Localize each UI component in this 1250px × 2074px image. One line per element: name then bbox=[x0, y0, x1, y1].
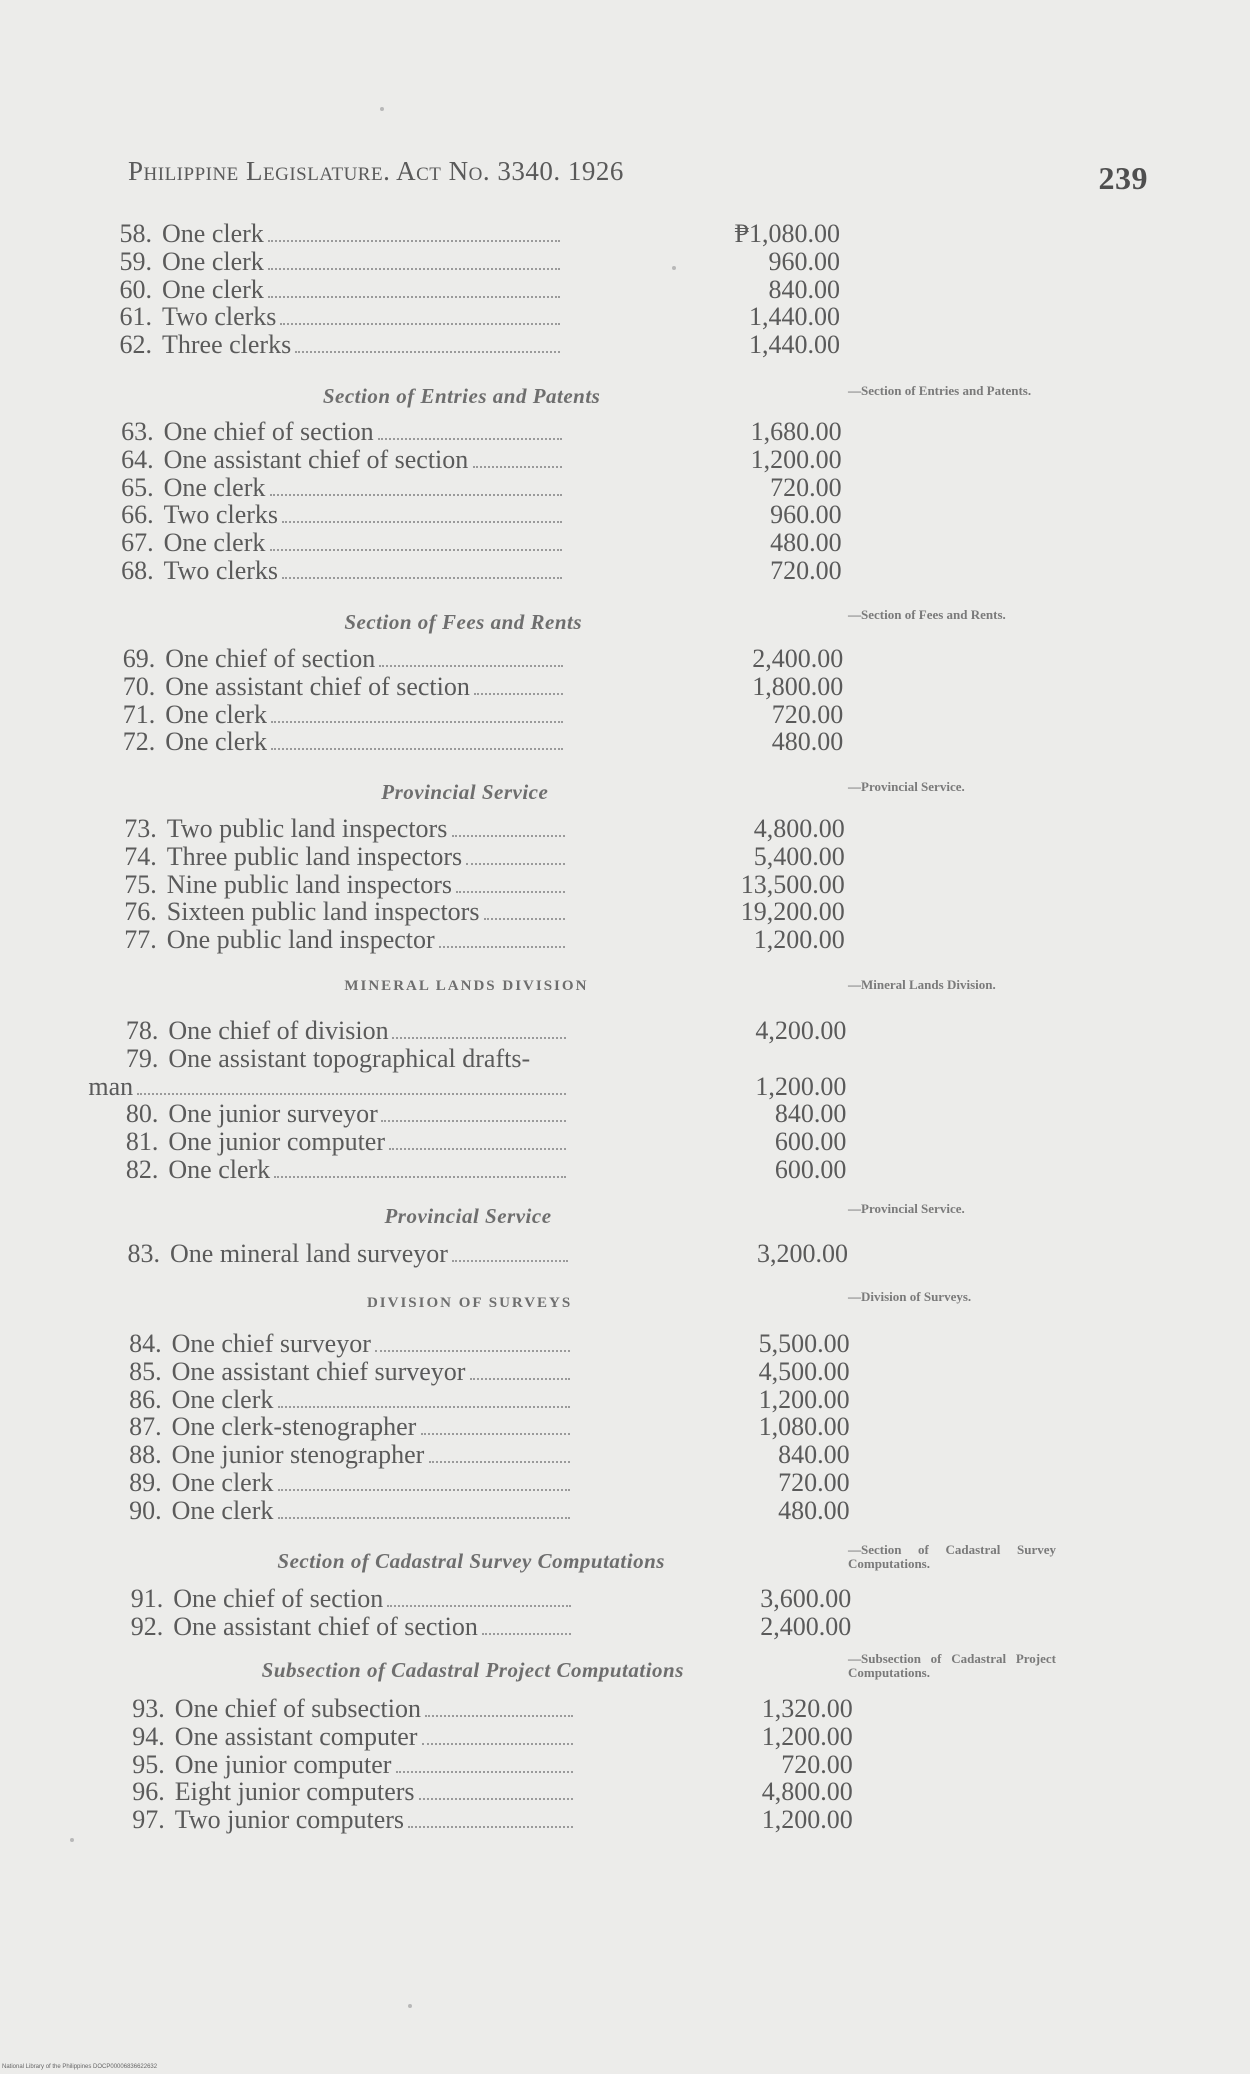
item-amount: 600.00 bbox=[774, 1127, 847, 1157]
leader-dots bbox=[408, 1798, 573, 1828]
leader-dots bbox=[268, 268, 560, 298]
leader-dots bbox=[456, 863, 565, 893]
item-amount: 5,500.00 bbox=[758, 1329, 850, 1358]
section-heading: Provincial Service bbox=[384, 1204, 552, 1228]
section-heading: Section of Fees and Rents bbox=[344, 610, 583, 634]
item-number: 94. bbox=[132, 1721, 165, 1751]
item-amount: 19,200.00 bbox=[740, 897, 845, 927]
margin-note: —Division of Surveys. bbox=[848, 1289, 972, 1304]
line-item bbox=[100, 303, 276, 331]
item-amount: ₱1,080.00 bbox=[734, 219, 840, 248]
item-number: 86. bbox=[129, 1384, 162, 1414]
line-item bbox=[110, 1413, 417, 1441]
item-number: 71. bbox=[122, 699, 156, 729]
leader-dots bbox=[278, 1461, 570, 1491]
item-amount: 840.00 bbox=[774, 1099, 847, 1129]
line-item bbox=[106, 1017, 388, 1045]
line-item bbox=[110, 1469, 274, 1497]
line-item bbox=[102, 418, 374, 446]
item-amount: 1,200.00 bbox=[753, 925, 845, 955]
item-number: 92. bbox=[130, 1611, 164, 1641]
item-number: 68. bbox=[121, 556, 154, 585]
scan-speck bbox=[380, 107, 384, 111]
item-amount: 4,800.00 bbox=[761, 1777, 853, 1807]
item-amount: 480.00 bbox=[770, 528, 842, 558]
item-number: 61. bbox=[119, 302, 152, 332]
leader-dots bbox=[270, 466, 562, 496]
item-amount: 960.00 bbox=[768, 246, 840, 276]
leader-dots bbox=[271, 693, 563, 723]
line-item bbox=[100, 248, 264, 276]
item-amount: 840.00 bbox=[768, 274, 840, 304]
item-description: One junior surveyor bbox=[168, 1099, 378, 1129]
line-item bbox=[103, 701, 267, 729]
leader-dots bbox=[280, 295, 560, 325]
item-description: One chief of section bbox=[165, 644, 376, 673]
item-amount: 1,320.00 bbox=[761, 1694, 853, 1723]
item-number: 66. bbox=[121, 500, 154, 530]
item-number: 85. bbox=[129, 1356, 162, 1386]
item-number: 81. bbox=[125, 1127, 159, 1157]
item-number: 95. bbox=[132, 1749, 165, 1779]
leader-dots bbox=[137, 1065, 566, 1095]
item-description: One mineral land surveyor bbox=[170, 1239, 448, 1268]
item-description: One chief of section bbox=[173, 1584, 384, 1613]
item-description: One public land inspector bbox=[166, 925, 435, 955]
item-amount: 5,400.00 bbox=[753, 841, 845, 871]
item-number: 76. bbox=[124, 897, 157, 927]
item-description: One clerk bbox=[162, 246, 264, 276]
item-amount: 1,200.00 bbox=[758, 1384, 850, 1414]
line-item bbox=[78, 1073, 133, 1101]
line-item bbox=[100, 220, 264, 248]
item-amount: 600.00 bbox=[774, 1155, 847, 1184]
margin-note: —Mineral Lands Division. bbox=[848, 977, 996, 992]
item-description: One junior computer bbox=[174, 1749, 392, 1779]
item-number: 69. bbox=[122, 644, 156, 673]
item-number: 87. bbox=[129, 1412, 162, 1442]
item-number: 77. bbox=[124, 925, 157, 955]
item-number: 84. bbox=[129, 1329, 162, 1358]
margin-note: —Provincial Service. bbox=[848, 779, 965, 794]
item-description: One junior stenographer bbox=[171, 1440, 425, 1470]
item-number: 70. bbox=[122, 671, 156, 701]
item-description: Two junior computers bbox=[174, 1805, 405, 1835]
section-heading: DIVISION OF SURVEYS bbox=[366, 1295, 573, 1311]
line-item bbox=[113, 1751, 392, 1779]
item-amount: 1,200.00 bbox=[750, 444, 842, 474]
margin-note: —Section of Cadastral Survey Computations. bbox=[848, 1542, 1056, 1571]
leader-dots bbox=[470, 1350, 570, 1380]
line-item bbox=[105, 898, 480, 926]
item-number: 83. bbox=[127, 1239, 160, 1268]
leader-dots bbox=[474, 665, 563, 695]
page-header bbox=[128, 156, 1148, 196]
leader-dots bbox=[419, 1770, 573, 1800]
leader-dots bbox=[425, 1687, 573, 1717]
item-description: One assistant chief of section bbox=[165, 671, 470, 701]
item-description: One clerk bbox=[162, 219, 264, 248]
line-item bbox=[113, 1695, 421, 1723]
item-amount: 4,800.00 bbox=[753, 814, 845, 843]
item-number: 62. bbox=[119, 330, 152, 360]
line-item bbox=[111, 1613, 478, 1641]
item-description: One clerk bbox=[163, 472, 266, 502]
scan-speck bbox=[70, 1838, 74, 1842]
item-description: One clerk bbox=[171, 1384, 274, 1414]
item-amount: 3,600.00 bbox=[760, 1584, 852, 1613]
section-heading: MINERAL LANDS DIVISION bbox=[344, 978, 589, 994]
item-description: One chief surveyor bbox=[171, 1329, 371, 1358]
item-description: Two clerks bbox=[163, 500, 279, 530]
item-number: 72. bbox=[122, 727, 156, 757]
leader-dots bbox=[268, 212, 560, 242]
item-description: One assistant chief of section bbox=[163, 444, 469, 474]
item-number: 59. bbox=[119, 246, 152, 276]
item-amount: 1,080.00 bbox=[758, 1412, 850, 1442]
line-item bbox=[102, 501, 278, 529]
item-amount: 1,200.00 bbox=[761, 1805, 853, 1835]
leader-dots bbox=[429, 1433, 570, 1463]
line-item bbox=[106, 1100, 377, 1128]
leader-dots bbox=[271, 720, 563, 750]
line-item bbox=[113, 1806, 404, 1834]
item-number: 67. bbox=[121, 528, 154, 558]
item-description: Two public land inspectors bbox=[166, 814, 448, 843]
section-heading: Section of Entries and Patents bbox=[322, 384, 601, 408]
item-number: 97. bbox=[132, 1805, 165, 1835]
item-number: 78. bbox=[125, 1016, 159, 1045]
item-number: 65. bbox=[121, 472, 154, 502]
item-description: Three clerks bbox=[162, 330, 292, 360]
item-number: 58. bbox=[119, 219, 152, 248]
item-description: One assistant chief surveyor bbox=[171, 1356, 466, 1386]
item-number: 63. bbox=[121, 417, 154, 446]
line-item bbox=[100, 276, 264, 304]
leader-dots bbox=[278, 1378, 570, 1408]
line-item bbox=[110, 1330, 371, 1358]
item-amount: 3,200.00 bbox=[757, 1239, 848, 1268]
item-description: One chief of subsection bbox=[174, 1694, 421, 1723]
item-amount: 1,440.00 bbox=[749, 330, 840, 360]
item-amount: 720.00 bbox=[770, 472, 842, 502]
section-heading: Section of Cadastral Survey Computations bbox=[277, 1549, 665, 1573]
item-amount: 720.00 bbox=[778, 1468, 850, 1497]
item-description: Sixteen public land inspectors bbox=[166, 897, 480, 927]
item-amount: 13,500.00 bbox=[740, 869, 845, 899]
leader-dots bbox=[387, 1577, 571, 1607]
item-number: 79. bbox=[125, 1043, 159, 1073]
leader-dots bbox=[421, 1405, 570, 1435]
line-item bbox=[103, 728, 267, 756]
leader-dots bbox=[452, 1232, 568, 1262]
item-description: One assistant computer bbox=[174, 1721, 418, 1751]
item-amount: 840.00 bbox=[778, 1440, 850, 1470]
item-amount: 1,440.00 bbox=[749, 302, 840, 332]
leader-dots bbox=[396, 1743, 573, 1773]
line-item bbox=[105, 871, 452, 899]
line-item bbox=[105, 815, 448, 843]
line-item bbox=[110, 1386, 274, 1414]
item-description: One clerk bbox=[171, 1468, 274, 1497]
item-description: One clerk bbox=[165, 699, 267, 729]
item-description: One assistant chief of section bbox=[173, 1611, 478, 1641]
running-title: Philippine Legislature. Act No. 3340. 1926 bbox=[128, 156, 624, 186]
page-number: 239 bbox=[1098, 160, 1148, 196]
item-number: 75. bbox=[124, 869, 157, 899]
item-description: One clerk bbox=[168, 1155, 271, 1184]
leader-dots bbox=[375, 1322, 570, 1352]
item-description: One junior computer bbox=[168, 1127, 385, 1157]
item-number: 89. bbox=[129, 1468, 162, 1497]
item-description: One clerk bbox=[165, 727, 267, 757]
margin-note: —Subsection of Cadastral Project Computations. bbox=[848, 1651, 1056, 1680]
item-description: Two clerks bbox=[163, 556, 279, 585]
margin-note: —Section of Entries and Patents. bbox=[848, 383, 1032, 398]
item-description: Three public land inspectors bbox=[166, 841, 463, 871]
item-description: man bbox=[88, 1071, 134, 1101]
item-number: 96. bbox=[132, 1777, 165, 1807]
item-amount: 1,800.00 bbox=[752, 671, 844, 701]
scan-speck bbox=[672, 266, 676, 270]
margin-note: —Provincial Service. bbox=[848, 1201, 965, 1216]
scan-footer: National Library of the Philippines DOCP00006836622632 bbox=[2, 2064, 158, 2070]
line-item bbox=[100, 331, 291, 359]
item-number: 80. bbox=[125, 1099, 159, 1129]
leader-dots bbox=[268, 240, 560, 270]
leader-dots bbox=[473, 438, 562, 468]
item-number: 60. bbox=[119, 274, 152, 304]
leader-dots bbox=[379, 637, 563, 667]
item-amount: 4,200.00 bbox=[755, 1016, 847, 1045]
line-item bbox=[102, 557, 278, 585]
item-description: One clerk bbox=[171, 1495, 274, 1525]
scan-speck bbox=[408, 2004, 412, 2008]
line-item bbox=[106, 1156, 270, 1184]
line-item bbox=[108, 1240, 448, 1268]
leader-dots bbox=[270, 521, 562, 551]
leader-dots bbox=[439, 918, 565, 948]
item-description: One clerk bbox=[163, 528, 266, 558]
leader-dots bbox=[295, 323, 560, 353]
item-amount: 960.00 bbox=[770, 500, 842, 530]
line-item bbox=[103, 645, 375, 673]
line-item bbox=[105, 926, 435, 954]
leader-dots bbox=[282, 549, 562, 579]
line-item bbox=[102, 474, 266, 502]
item-amount: 480.00 bbox=[778, 1495, 850, 1525]
leader-dots bbox=[378, 410, 562, 440]
line-item bbox=[111, 1585, 383, 1613]
item-description: One chief of division bbox=[168, 1016, 389, 1045]
margin-note: —Section of Fees and Rents. bbox=[848, 607, 1006, 622]
item-number: 93. bbox=[132, 1694, 165, 1723]
leader-dots bbox=[452, 807, 565, 837]
item-amount: 720.00 bbox=[770, 556, 842, 585]
item-amount: 1,680.00 bbox=[750, 417, 842, 446]
leader-dots bbox=[381, 1092, 566, 1122]
leader-dots bbox=[422, 1715, 573, 1745]
item-number: 82. bbox=[125, 1155, 159, 1184]
leader-dots bbox=[282, 493, 562, 523]
item-description: Two clerks bbox=[162, 302, 277, 332]
item-amount: 4,500.00 bbox=[758, 1356, 850, 1386]
item-description: One clerk-stenographer bbox=[171, 1412, 417, 1442]
item-amount: 1,200.00 bbox=[761, 1721, 853, 1751]
leader-dots bbox=[389, 1120, 566, 1150]
line-item bbox=[113, 1778, 415, 1806]
item-number: 73. bbox=[124, 814, 157, 843]
line-item bbox=[105, 843, 462, 871]
leader-dots bbox=[482, 1605, 571, 1635]
item-description: One chief of section bbox=[163, 417, 374, 446]
section-heading: Provincial Service bbox=[381, 780, 549, 804]
item-description: One assistant topographical drafts- bbox=[168, 1043, 531, 1073]
item-amount: 720.00 bbox=[781, 1749, 853, 1779]
leader-dots bbox=[466, 835, 565, 865]
section-heading: Subsection of Cadastral Project Computations bbox=[261, 1658, 684, 1682]
item-number: 91. bbox=[130, 1584, 164, 1613]
item-amount: 720.00 bbox=[771, 699, 844, 729]
item-number: 88. bbox=[129, 1440, 162, 1470]
leader-dots bbox=[484, 890, 565, 920]
line-item bbox=[102, 529, 266, 557]
item-amount: 1,200.00 bbox=[755, 1071, 847, 1101]
item-amount: 2,400.00 bbox=[752, 644, 844, 673]
line-item bbox=[113, 1723, 418, 1751]
line-item bbox=[110, 1497, 274, 1525]
item-number: 74. bbox=[124, 841, 157, 871]
item-amount: 480.00 bbox=[771, 727, 844, 757]
item-description: Eight junior computers bbox=[174, 1777, 415, 1807]
item-number: 64. bbox=[121, 444, 154, 474]
item-amount: 2,400.00 bbox=[760, 1611, 852, 1641]
item-description: One clerk bbox=[162, 274, 264, 304]
leader-dots bbox=[278, 1489, 570, 1519]
leader-dots bbox=[392, 1009, 566, 1039]
leader-dots bbox=[274, 1148, 566, 1178]
item-number: 90. bbox=[129, 1495, 162, 1525]
item-description: Nine public land inspectors bbox=[166, 869, 453, 899]
